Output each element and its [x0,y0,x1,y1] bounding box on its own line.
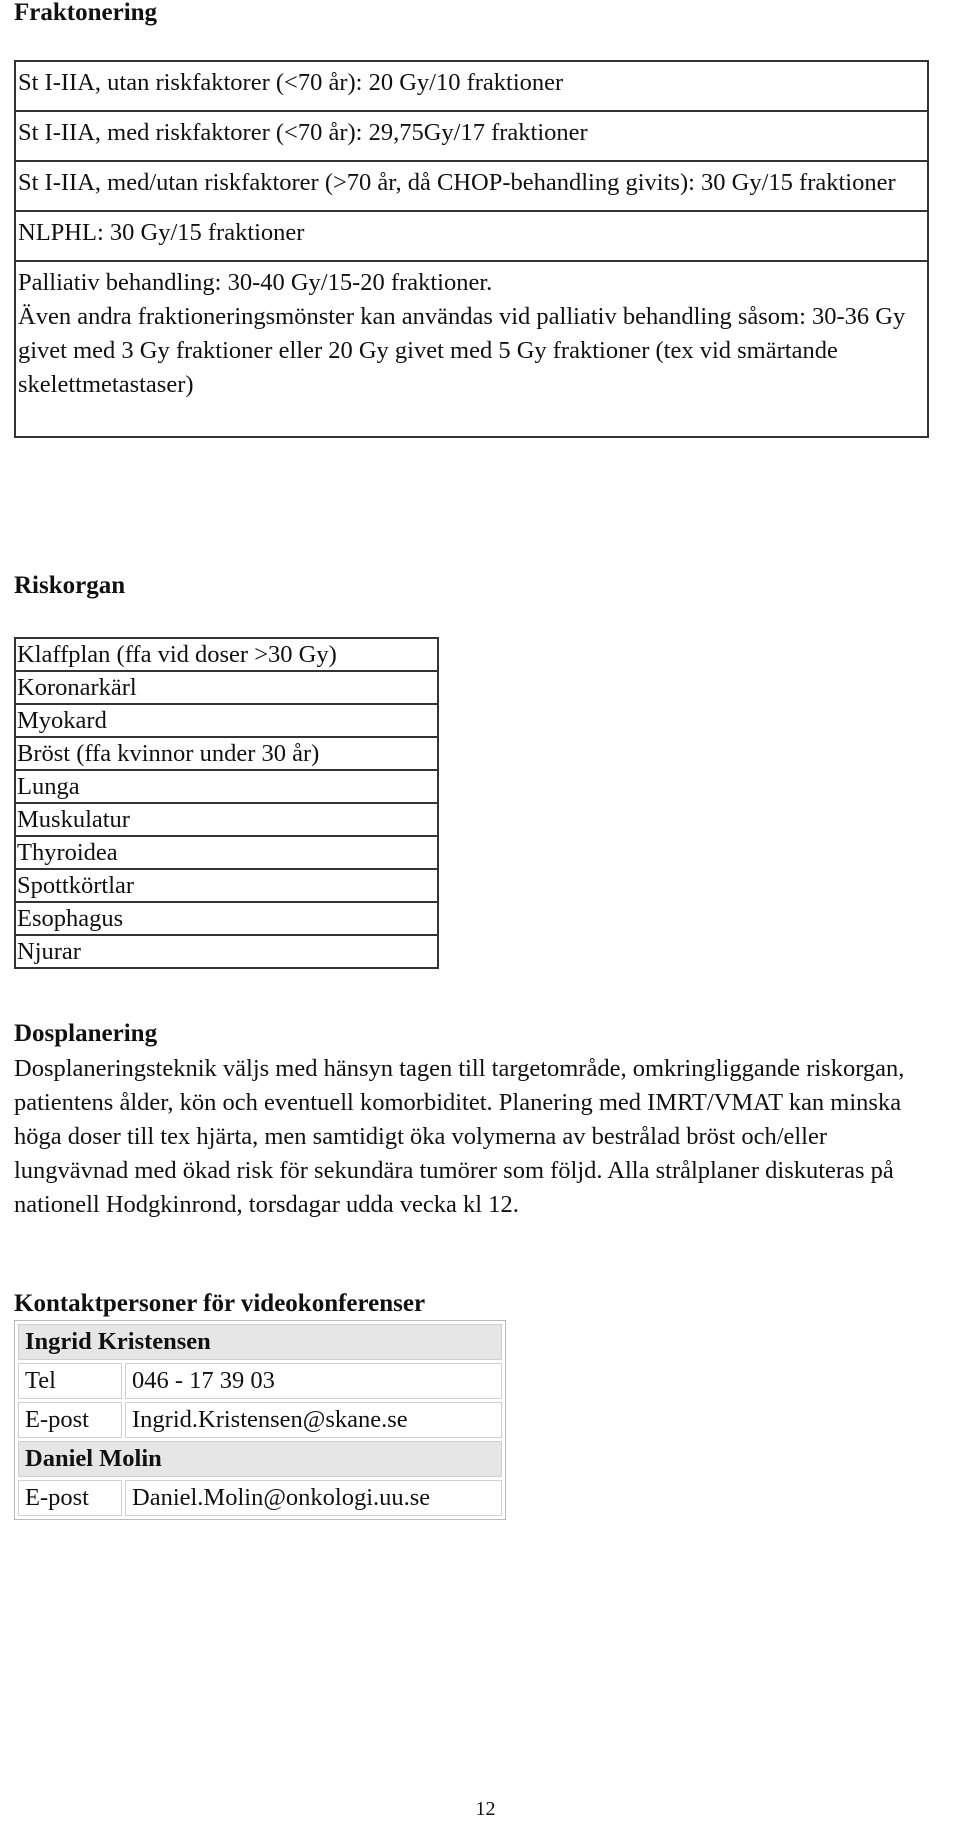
table-row [15,261,928,437]
list-item: Myokard [15,704,438,737]
list-item: Muskulatur [15,803,438,836]
section-heading-fraktionering: Fraktonering [14,0,158,26]
section-heading-riskorgan: Riskorgan [14,572,126,599]
table-row [15,211,928,261]
contact-email: Ingrid.Kristensen@skane.se [125,1402,502,1438]
contact-name: Daniel Molin [18,1441,502,1477]
table-row [15,869,438,902]
contact-email: Daniel.Molin@onkologi.uu.se [125,1480,502,1516]
section-heading-kontakt: Kontaktpersoner för videokonferenser [14,1290,426,1317]
contact-name-row [18,1324,502,1360]
palliativ-detail: Även andra fraktioneringsmönster kan användas vid palliativ behandling såsom: 30-36 Gy givet med 3 Gy fraktioner eller 20 Gy givet med 5 Gy fraktioner (tex vid smärtande skelettmetastaser) [18,303,906,398]
contact-table [14,1320,506,1520]
table-row [15,111,928,161]
table-row [18,1480,502,1516]
table-cell: NLPHL: 30 Gy/15 fraktioner [15,211,928,261]
contact-name-row [18,1441,502,1477]
contact-label: Tel [18,1363,122,1399]
contact-label: E-post [18,1402,122,1438]
table-cell [15,261,928,437]
table-row [18,1402,502,1438]
table-row [15,638,438,671]
contact-label: E-post [18,1480,122,1516]
table-row [15,671,438,704]
list-item: Esophagus [15,902,438,935]
list-item: Spottkörtlar [15,869,438,902]
table-row [15,803,438,836]
riskorgan-table [14,637,439,969]
palliativ-line: Palliativ behandling: 30-40 Gy/15-20 fraktioner. [18,269,493,296]
table-row [15,704,438,737]
contact-name: Ingrid Kristensen [18,1324,502,1360]
table-row [15,836,438,869]
list-item: Thyroidea [15,836,438,869]
list-item: Koronarkärl [15,671,438,704]
table-row [18,1363,502,1399]
section-heading-dosplanering: Dosplanering [14,1020,158,1047]
table-row [15,902,438,935]
table-cell: St I-IIA, med/utan riskfaktorer (>70 år, då CHOP-behandling givits): 30 Gy/15 fraktioner [15,161,928,211]
contact-phone: 046 - 17 39 03 [125,1363,502,1399]
table-row [15,737,438,770]
list-item: Njurar [15,935,438,968]
list-item: Lunga [15,770,438,803]
list-item: Bröst (ffa kvinnor under 30 år) [15,737,438,770]
list-item: Klaffplan (ffa vid doser >30 Gy) [15,638,438,671]
table-cell: St I-IIA, med riskfaktorer (<70 år): 29,75Gy/17 fraktioner [15,111,928,161]
fraktionering-table [14,60,929,438]
table-row [15,770,438,803]
table-row [15,161,928,211]
dosplanering-paragraph: Dosplaneringsteknik väljs med hänsyn tagen till targetområde, omkringliggande riskorgan, patientens ålder, kön och eventuell komorbiditet. Planering med IMRT/VMAT kan minska höga doser till tex hjärta, men samtidigt öka volymerna av bestrålad bröst och/eller lungvävnad med ökad risk för sekundära tumörer som följd. Alla strålplaner diskuteras på nationell Hodgkinrond, torsdagar udda vecka kl 12. [14,1055,905,1218]
table-row [15,61,928,111]
table-cell: St I-IIA, utan riskfaktorer (<70 år): 20 Gy/10 fraktioner [15,61,928,111]
table-row [15,935,438,968]
page-number: 12 [475,1798,496,1820]
